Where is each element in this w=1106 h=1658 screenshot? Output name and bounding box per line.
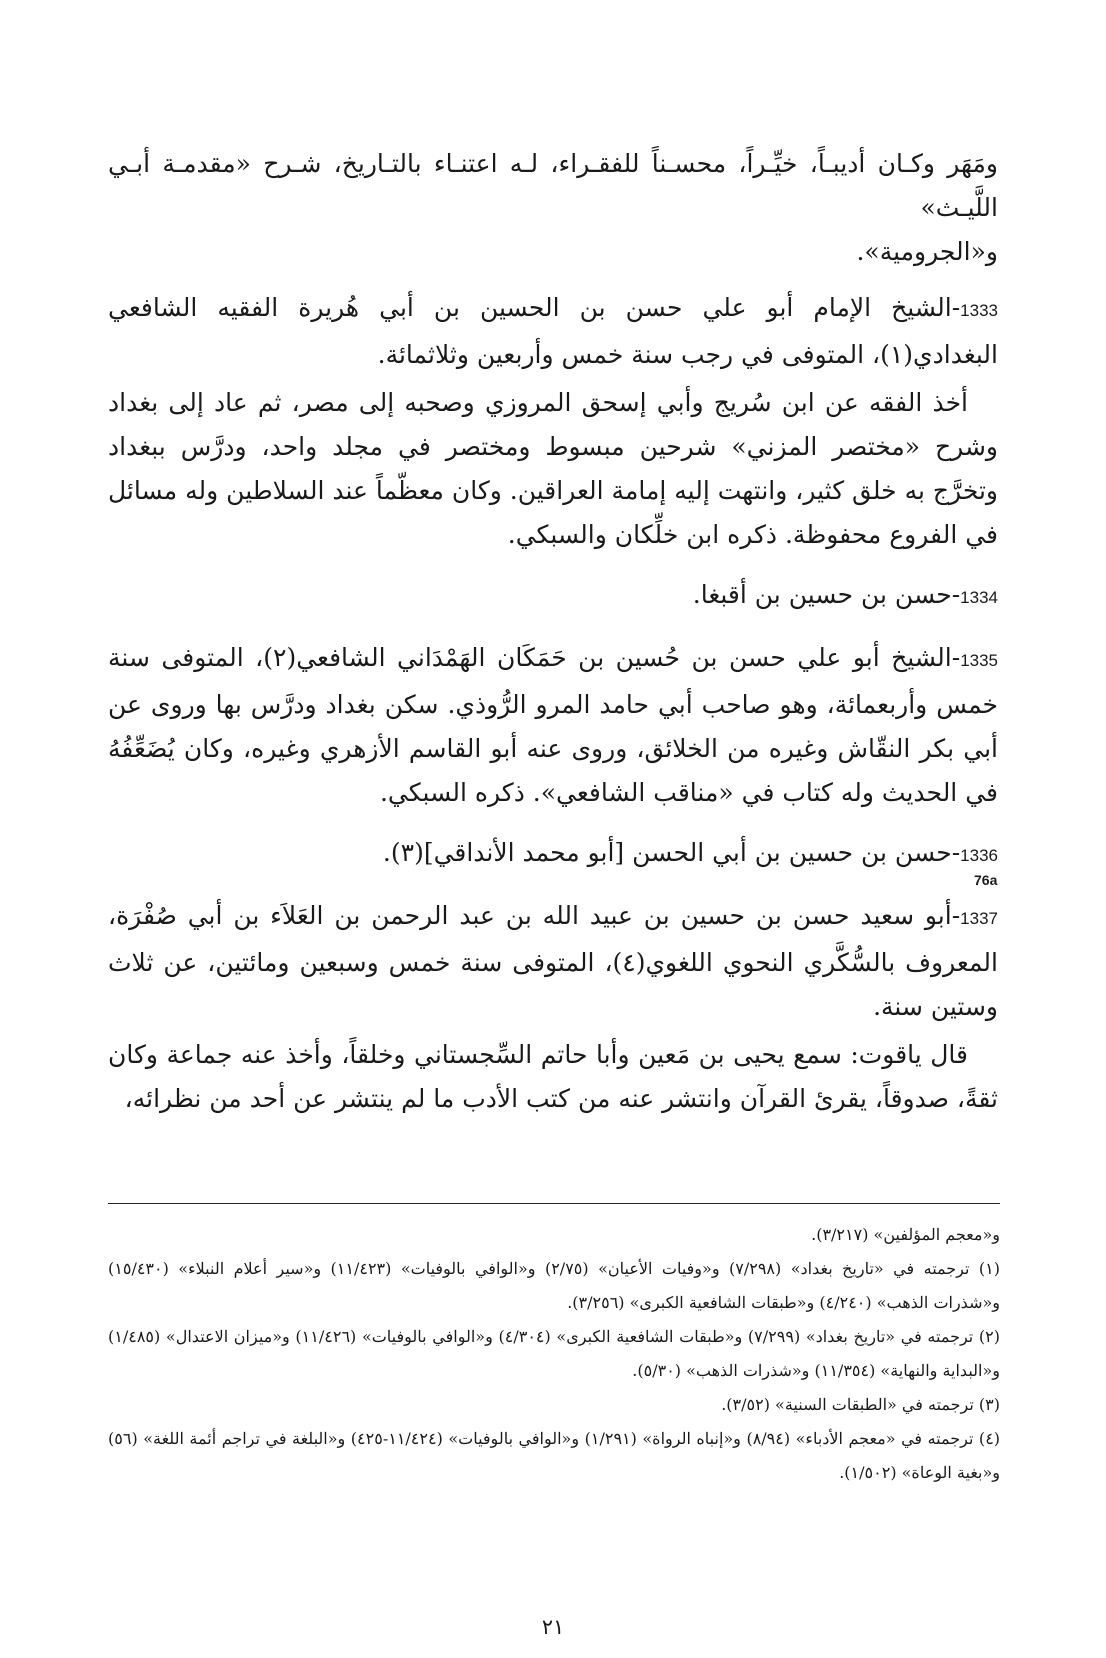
entry-1333-body: أخذ الفقه عن ابن سُريج وأبي إسحق المروزي وصحبه إلى مصر، ثم عاد إلى بغداد وشرح «مختصر المزني» شرحين مبسوط ومختصر في مجلد واحد، ودرَّس ببغداد وتخرَّج به خلق كثير، وانتهت إليه إمامة العراقين. وكان معظّماً عند السلاطين وله مسائل في الفروع محفوظة. ذكره ابن خلِّكان والسبكي. [107, 388, 998, 549]
footnote-2: (٢) ترجمته في «تاريخ بغداد» (٧/٢٩٩) و«طبقات الشافعية الكبرى» (٤/٣٠٤) و«الوافي بالوفيات» (١١/٤٢٦) و«ميزان الاعتدال» (١/٤٨٥) و«البداية والنهاية» (١١/٣٥٤) و«شذرات الذهب» (٥/٣٠). [108, 1327, 1000, 1380]
entry-number: 1333 [960, 301, 998, 320]
entry-heading: الشيخ الإمام أبو علي حسن بن الحسين بن أبي هُريرة الفقيه الشافعي البغدادي(١)، المتوفى في رجب سنة خمس وأربعين وثلاثمائة. [108, 293, 998, 369]
main-text [108, 142, 998, 1121]
footnote-1: (١) ترجمته في «تاريخ بغداد» (٧/٢٩٨) و«وفيات الأعيان» (٢/٧٥) و«الوافي بالوفيات» (١١/٤٢٣) و«سير أعلام النبلاء» (١٥/٤٣٠) و«شذرات الذهب» (٤/٢٤٠) و«طبقات الشافعية الكبرى» (٣/٢٥٦). [108, 1259, 1000, 1312]
footnote-3: (٣) ترجمته في «الطبقات السنية» (٣/٥٢). [721, 1395, 1000, 1414]
entry-heading: الشيخ أبو علي حسن بن حُسين بن حَمَكَان الهَمْدَاني الشافعي(٢)، المتوفى سنة خمس وأربعمائة، وهو صاحب أبي حامد المرو الرُّوذي. سكن بغداد ودرَّس بها وروى عن أبي بكر النقّاش وغيره من الخلائق، وروى عنه أبو القاسم الأزهري وغيره، وكان يُضَعِّفُهُ في الحديث وله كتاب في «مناقب الشافعي». ذكره السبكي. [108, 643, 998, 807]
entry-number: 1334 [960, 588, 998, 607]
footnote-divider [108, 1203, 1000, 1204]
entry-1335: 1335-الشيخ أبو علي حسن بن حُسين بن حَمَكَان الهَمْدَاني الشافعي(٢)، المتوفى سنة خمس وأربعمائة، وهو صاحب أبي حامد المرو الرُّوذي. سكن بغداد ودرَّس بها وروى عن أبي بكر النقّاش وغيره من الخلائق، وروى عنه أبو القاسم الأزهري وغيره، وكان يُضَعِّفُهُ في الحديث وله كتاب في «مناقب الشافعي». ذكره السبكي. [108, 643, 999, 807]
entry-1334: 1334-حسن بن حسين بن أقبغا. [692, 580, 998, 609]
entry-heading: حسن بن حسين بن أبي الحسن [أبو محمد الأنداقي](٣). [382, 838, 952, 867]
manuscript-folio-marker: 76a [974, 872, 998, 888]
entry-1337: 1337-أبو سعيد حسن بن حسين بن عبيد الله بن عبد الرحمن بن العَلاَء بن أبي صُفْرَة، المعروف بالسُّكَّري النحوي اللغوي(٤)، المتوفى سنة خمس وسبعين ومائتين، عن ثلاث وستين سنة. [108, 901, 998, 1021]
entry-number: 1335 [960, 651, 999, 670]
entry-1333: 1333-الشيخ الإمام أبو علي حسن بن الحسين بن أبي هُريرة الفقيه الشافعي البغدادي(١)، المتوفى في رجب سنة خمس وأربعين وثلاثمائة. [108, 293, 998, 369]
page-number: ٢١ [541, 1615, 565, 1639]
entry-heading: حسن بن حسين بن أقبغا. [692, 580, 952, 609]
intro-line-1: ومَهَر وكـان أديبـاً، خيِّـراً، محسـناً للفقـراء، لـه اعتنـاء بالتـاريخ، شـرح «مقدمـة أبـي اللَّيـث» [108, 149, 998, 222]
intro-paragraph [108, 142, 998, 274]
entry-1336: 1336-حسن بن حسين بن أبي الحسن [أبو محمد الأنداقي](٣). [382, 838, 998, 867]
footnote-carry: و«معجم المؤلفين» (٣/٢١٧). [811, 1225, 1000, 1244]
intro-line-2: و«الجرومية». [856, 237, 998, 266]
footnote-4: (٤) ترجمته في «معجم الأدباء» (٨/٩٤) و«إنباه الرواة» (١/٢٩١) و«الوافي بالوفيات» (١١/٤٢٤-٤٢٥) و«البلغة في تراجم أئمة اللغة» (٥٦) و«بغية الوعاة» (١/٥٠٢). [108, 1429, 1001, 1482]
entry-number: 1336 [960, 846, 998, 865]
footnotes [108, 1218, 1000, 1490]
entry-1337-body: قال ياقوت: سمع يحيى بن مَعين وأبا حاتم السِّجستاني وخلقاً، وأخذ عنه جماعة وكان ثقةً، صدوقاً، يقرئ القرآن وانتشر عنه من كتب الأدب ما لم ينتشر عن أحد من نظرائه، [108, 1040, 998, 1113]
entry-number: 1337 [960, 909, 998, 928]
entry-heading: أبو سعيد حسن بن حسين بن عبيد الله بن عبد الرحمن بن العَلاَء بن أبي صُفْرَة، المعروف بالسُّكَّري النحوي اللغوي(٤)، المتوفى سنة خمس وسبعين ومائتين، عن ثلاث وستين سنة. [108, 901, 998, 1021]
